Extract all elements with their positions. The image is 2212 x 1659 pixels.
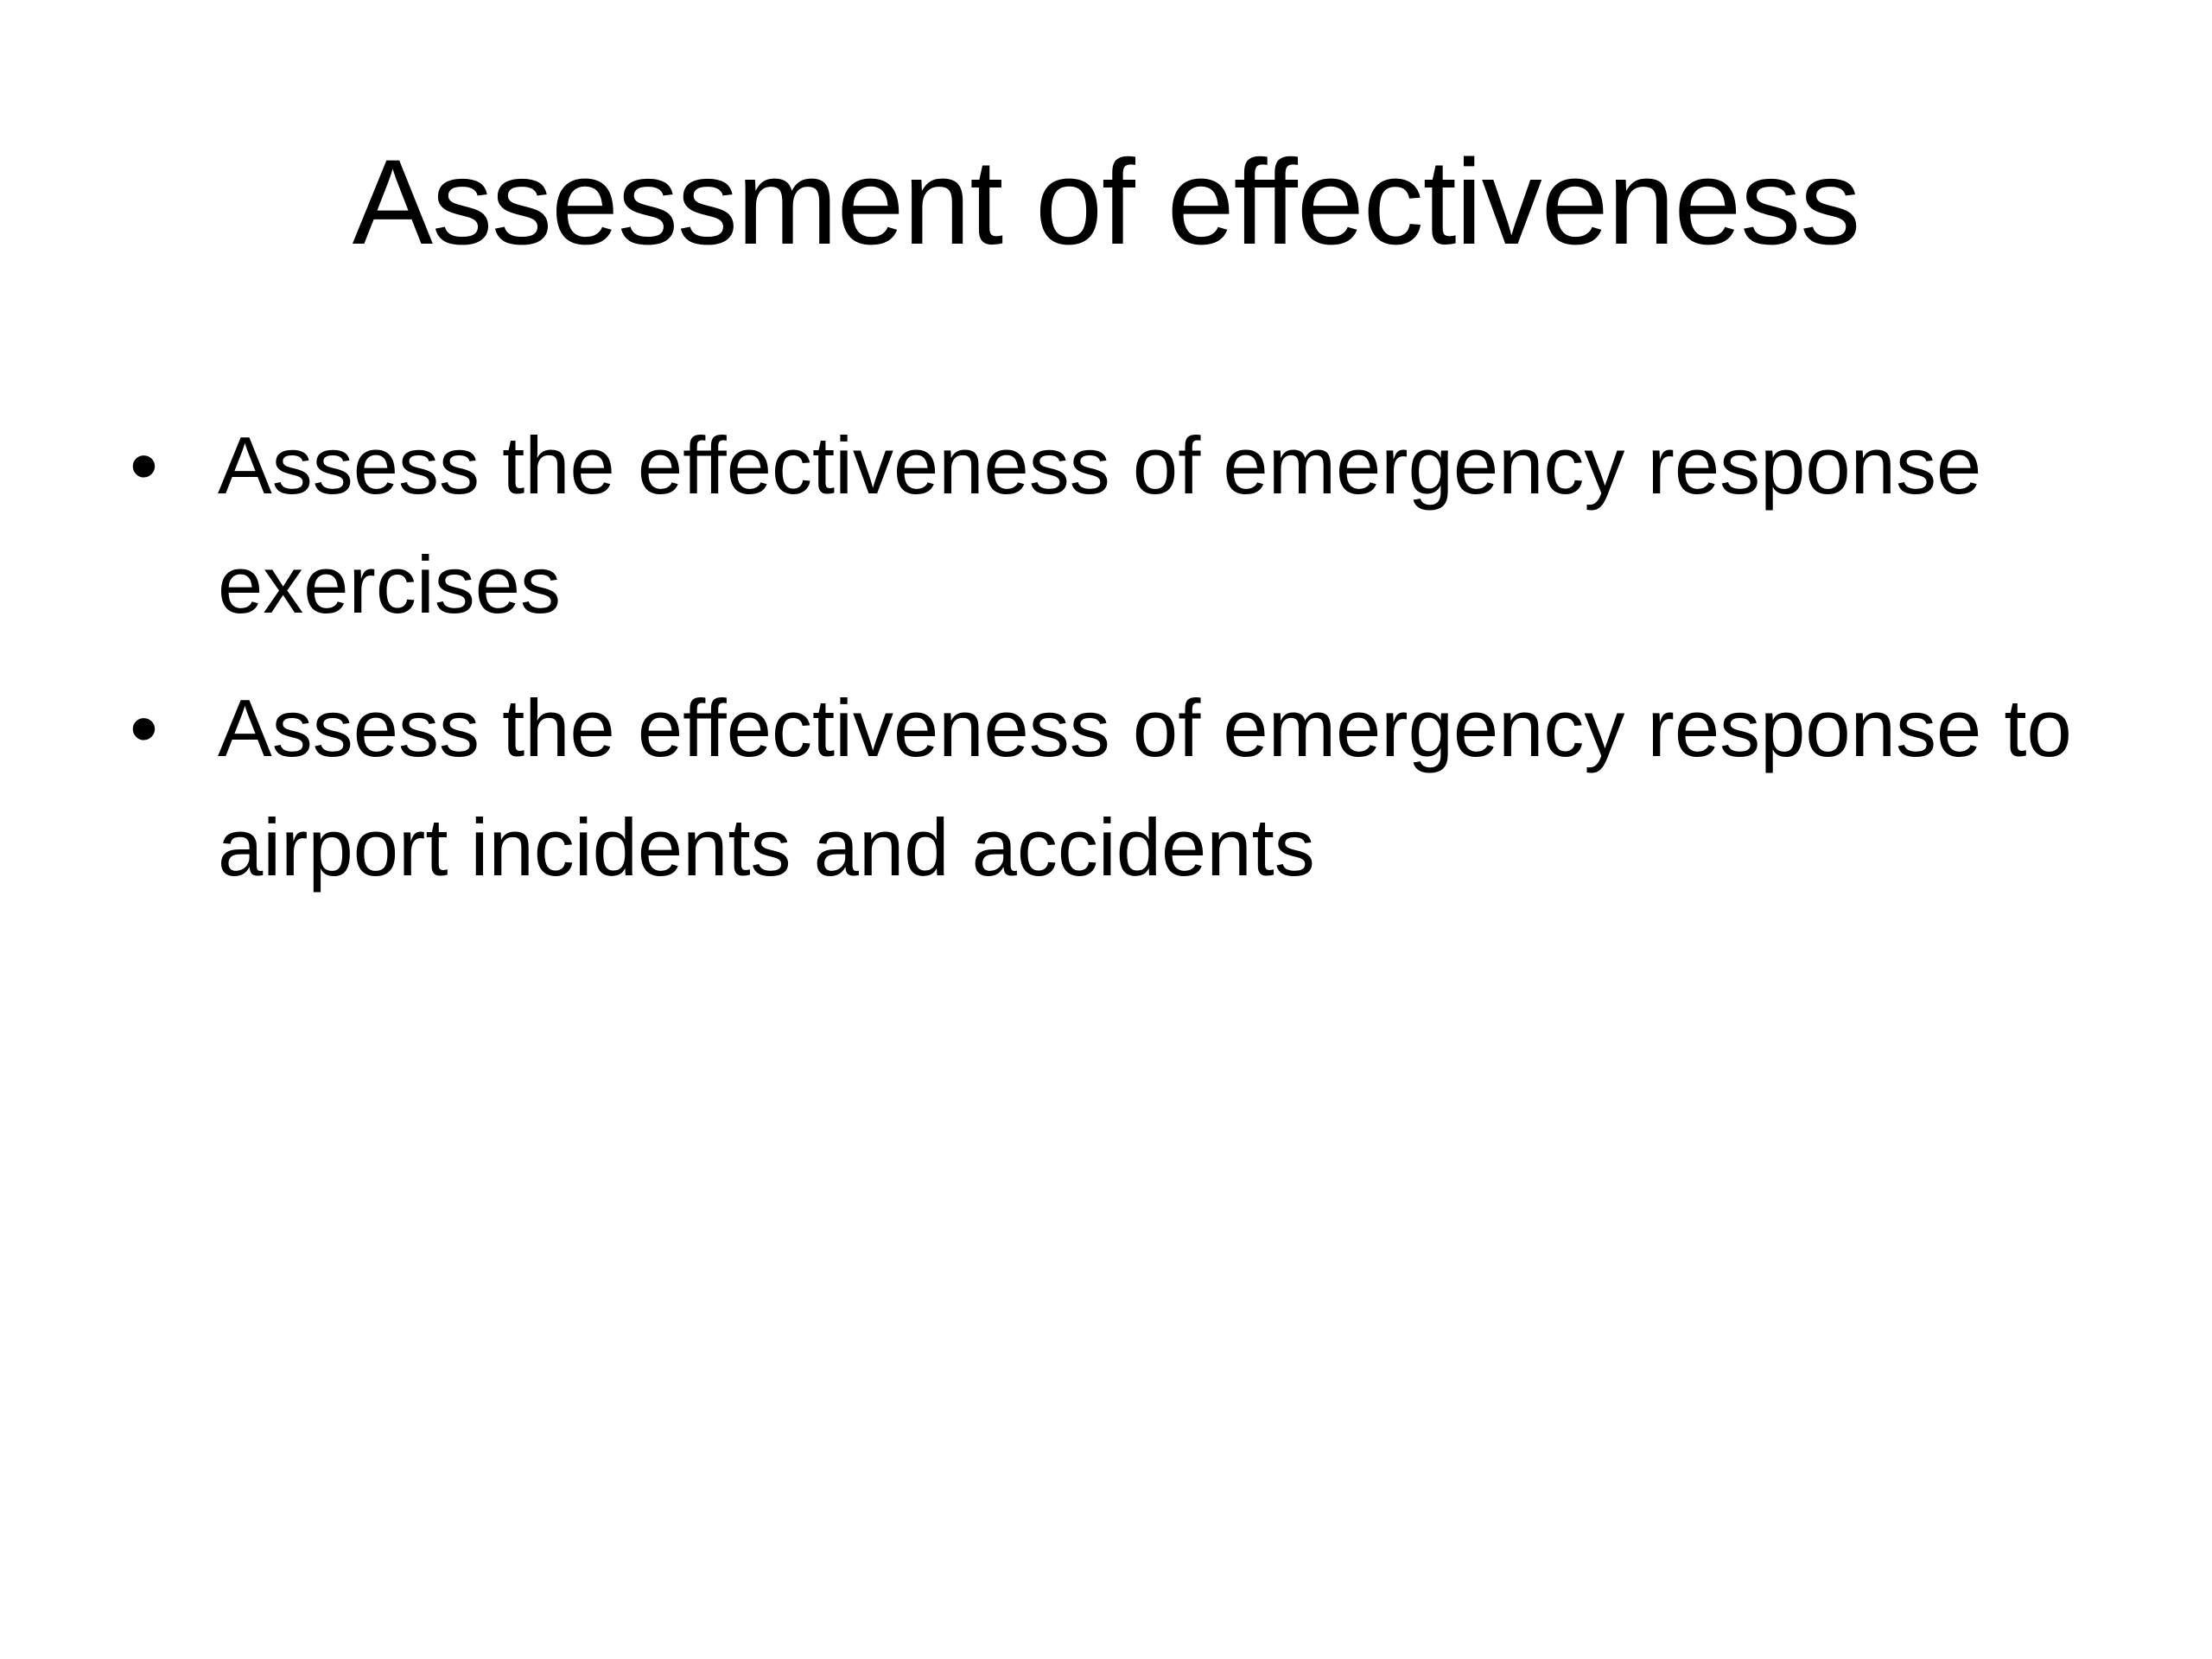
bullet-icon: •: [130, 683, 158, 773]
slide-title: Assessment of effectiveness: [352, 134, 1860, 270]
bullet-list: [130, 406, 2074, 931]
bullet-icon: •: [130, 420, 158, 511]
list-item: [130, 406, 2074, 645]
bullet-text: Assess the effectiveness of emergency response exercises: [218, 420, 1982, 630]
list-item: [130, 669, 2074, 907]
bullet-text: Assess the effectiveness of emergency response to airport incidents and accidents: [218, 683, 2072, 893]
